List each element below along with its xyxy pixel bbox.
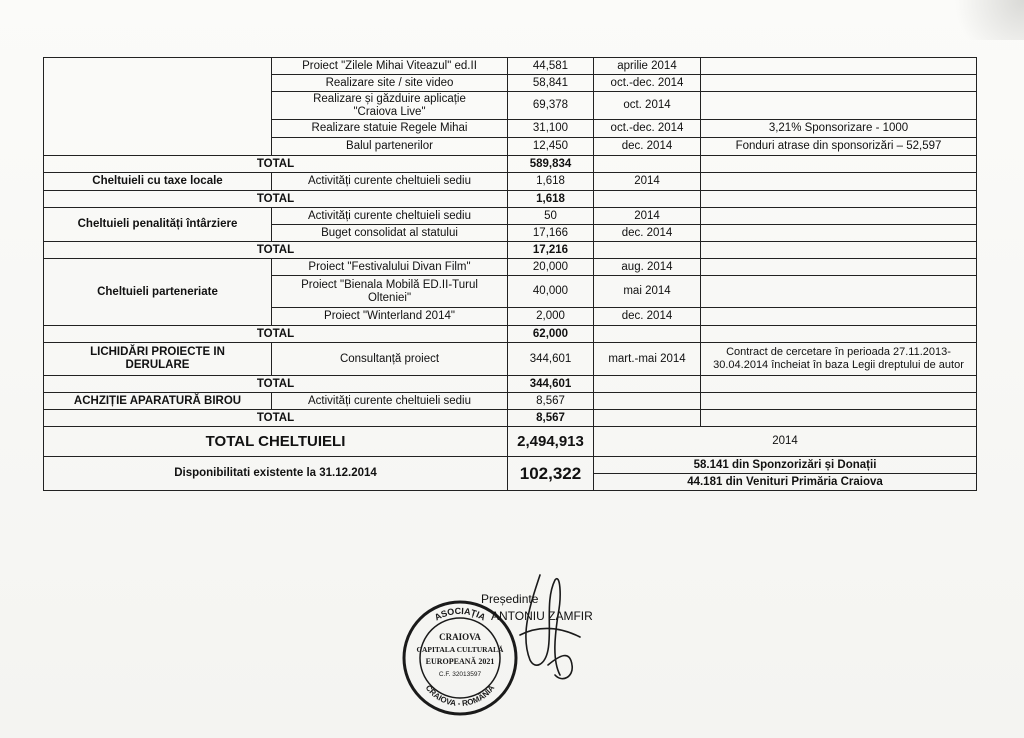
note-line: Contract de cercetare în perioada 27.11.2013-	[726, 346, 951, 358]
total-amount: 17,216	[508, 242, 594, 259]
grand-total-amount: 2,494,913	[508, 427, 594, 457]
scan-smudge	[934, 0, 1024, 40]
table-row	[44, 259, 977, 276]
activity-cell: Realizare site / site video	[272, 75, 508, 92]
note-cell: 3,21% Sponsorizare - 1000	[701, 120, 977, 138]
period-cell: mai 2014	[594, 276, 701, 308]
signatory-title: Președinte	[481, 592, 539, 606]
activity-line: Proiect "Bienala Mobilă ED.II-Turul	[301, 278, 478, 291]
category-line: DERULARE	[125, 359, 190, 371]
period-cell: dec. 2014	[594, 138, 701, 156]
availability-note-city	[594, 474, 977, 491]
amount-cell: 40,000	[508, 276, 594, 308]
period-cell: aug. 2014	[594, 259, 701, 276]
total-amount: 62,000	[508, 326, 594, 343]
stamp-line: C.F. 32013597	[438, 671, 482, 678]
amount-cell: 1,618	[508, 173, 594, 191]
period-cell: dec. 2014	[594, 225, 701, 242]
amount-cell: 20,000	[508, 259, 594, 276]
stamp-line: CRAIOVA	[439, 632, 481, 642]
grand-total-note: 2014	[594, 427, 977, 457]
activity-cell: Realizare statuie Regele Mihai	[272, 120, 508, 138]
period-cell: dec. 2014	[594, 308, 701, 326]
total-row	[44, 326, 977, 343]
note-cell	[701, 343, 977, 376]
activity-line: Realizare și găzduire aplicație	[313, 92, 466, 105]
sponsor-text: din Sponzorizări și Donații	[728, 458, 877, 471]
table-row	[44, 173, 977, 191]
total-row	[44, 410, 977, 427]
total-row	[44, 191, 977, 208]
availability-label: Disponibilitati existente la 31.12.2014	[44, 457, 508, 491]
amount-cell: 12,450	[508, 138, 594, 156]
category-cell-empty	[44, 58, 272, 156]
activity-cell: Proiect "Festivalului Divan Film"	[272, 259, 508, 276]
period-cell: mart.-mai 2014	[594, 343, 701, 376]
availability-row	[44, 457, 977, 474]
total-label: TOTAL	[44, 376, 508, 393]
svg-text:CRAIOVA - ROMÂNIA	[424, 683, 497, 708]
amount-cell: 69,378	[508, 92, 594, 120]
stamp-arc-top: ASOCIAȚIA	[432, 605, 488, 623]
activity-cell: Buget consolidat al statului	[272, 225, 508, 242]
period-cell: 2014	[594, 173, 701, 191]
availability-amount: 102,322	[508, 457, 594, 491]
city-amount: 44.181	[687, 475, 723, 488]
city-text: din Venituri Primăria Craiova	[722, 475, 883, 488]
category-line: LICHIDĂRI PROIECTE IN	[90, 346, 225, 358]
total-amount: 8,567	[508, 410, 594, 427]
activity-line: "Craiova Live"	[353, 105, 426, 118]
amount-cell: 50	[508, 208, 594, 225]
note-line: 30.04.2014 încheiat în baza Legii dreptului de autor	[713, 359, 964, 371]
total-row	[44, 156, 977, 173]
activity-cell: Activități curente cheltuieli sediu	[272, 173, 508, 191]
amount-cell: 17,166	[508, 225, 594, 242]
amount-cell: 44,581	[508, 58, 594, 75]
category-cell	[44, 343, 272, 376]
activity-cell	[272, 92, 508, 120]
note-cell	[701, 75, 977, 92]
total-row	[44, 242, 977, 259]
category-cell: Cheltuieli penalități întârziere	[44, 208, 272, 242]
total-amount: 344,601	[508, 376, 594, 393]
total-amount: 589,834	[508, 156, 594, 173]
activity-cell: Balul partenerilor	[272, 138, 508, 156]
note-cell	[701, 92, 977, 120]
amount-cell: 31,100	[508, 120, 594, 138]
total-label: TOTAL	[44, 326, 508, 343]
total-amount: 1,618	[508, 191, 594, 208]
stamp-arc-bottom: CRAIOVA - ROMÂNIA	[423, 683, 497, 709]
activity-cell: Proiect "Winterland 2014"	[272, 308, 508, 326]
svg-text:ASOCIAȚIA	[433, 606, 488, 623]
amount-cell: 8,567	[508, 393, 594, 410]
amount-cell: 58,841	[508, 75, 594, 92]
activity-cell: Proiect "Zilele Mihai Viteazul" ed.II	[272, 58, 508, 75]
amount-cell: 2,000	[508, 308, 594, 326]
note-cell	[701, 58, 977, 75]
stamp-line: CAPITALA CULTURALĂ	[416, 645, 504, 654]
availability-note-sponsor	[594, 457, 977, 474]
activity-line: Olteniei"	[367, 291, 412, 304]
activity-cell: Consultanță proiect	[272, 343, 508, 376]
category-cell: ACHZIȚIE APARATURĂ BIROU	[44, 393, 272, 410]
activity-cell: Activități curente cheltuieli sediu	[272, 208, 508, 225]
grand-total-row	[44, 427, 977, 457]
period-cell: oct.-dec. 2014	[594, 75, 701, 92]
expense-table	[43, 57, 977, 491]
table-row	[44, 393, 977, 410]
category-cell: Cheltuieli cu taxe locale	[44, 173, 272, 191]
sponsor-amount: 58.141	[693, 458, 729, 471]
total-label: TOTAL	[44, 242, 508, 259]
stamp-line: EUROPEANĂ 2021	[425, 657, 495, 666]
period-cell: 2014	[594, 208, 701, 225]
table-row	[44, 208, 977, 225]
period-cell: oct. 2014	[594, 92, 701, 120]
period-cell: aprilie 2014	[594, 58, 701, 75]
total-row	[44, 376, 977, 393]
activity-cell: Activități curente cheltuieli sediu	[272, 393, 508, 410]
category-cell: Cheltuieli parteneriate	[44, 259, 272, 326]
period-cell: oct.-dec. 2014	[594, 120, 701, 138]
total-label: TOTAL	[44, 410, 508, 427]
signatory-name: ANTONIU ZAMFIR	[491, 609, 593, 623]
table-row	[44, 58, 977, 75]
amount-cell: 344,601	[508, 343, 594, 376]
grand-total-label: TOTAL CHELTUIELI	[44, 427, 508, 457]
activity-cell	[272, 276, 508, 308]
table-row	[44, 343, 977, 376]
total-label: TOTAL	[44, 156, 508, 173]
note-cell: Fonduri atrase din sponsorizări – 52,597	[701, 138, 977, 156]
total-label: TOTAL	[44, 191, 508, 208]
handwritten-signature-icon	[500, 565, 590, 695]
